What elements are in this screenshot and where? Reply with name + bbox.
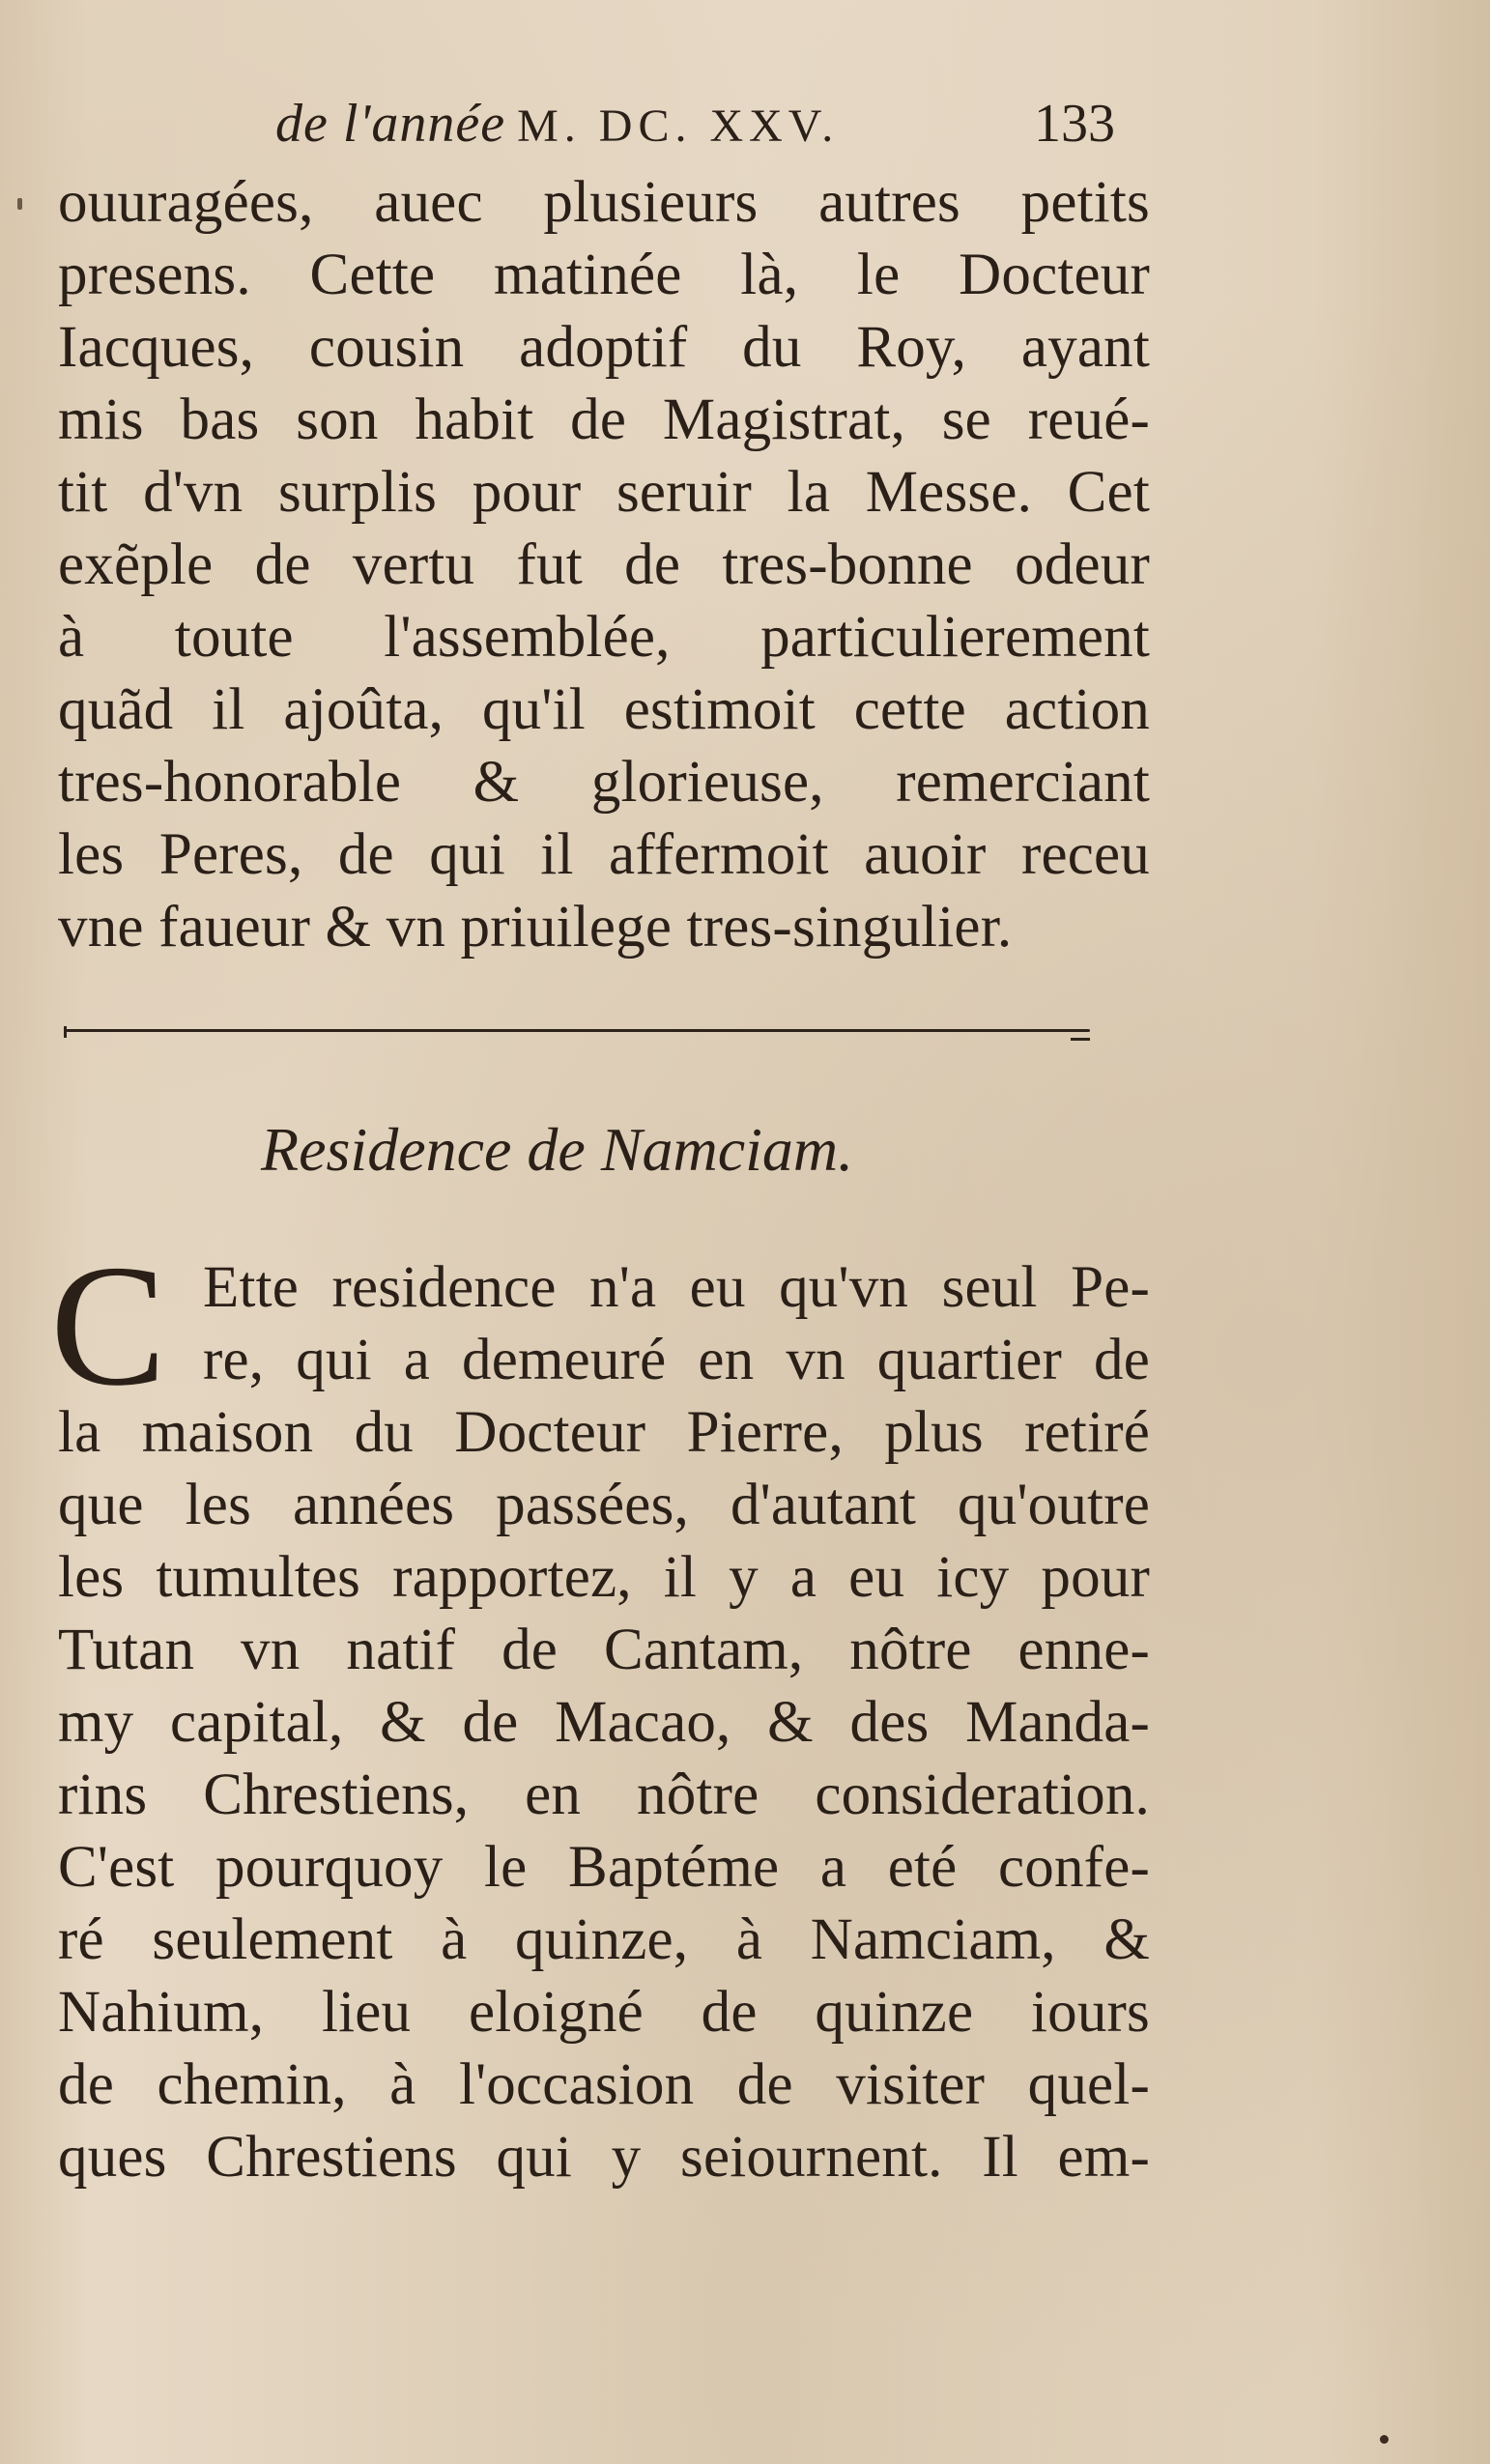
text-line: vne faueur & vn priuilege tres-singulier. bbox=[58, 895, 1013, 960]
text-line: rins Chrestiens, en nôtre consideration. bbox=[58, 1762, 1150, 1827]
text-line: Nahium, lieu eloigné de quinze iours bbox=[58, 1980, 1150, 2045]
text-line: tit d'vn surplis pour seruir la Messe. Cet bbox=[58, 460, 1150, 525]
text-line: de chemin, à l'occasion de visiter quel- bbox=[58, 2052, 1150, 2117]
running-head bbox=[275, 85, 1145, 162]
drop-cap: C bbox=[50, 1229, 167, 1421]
paper-speck bbox=[1380, 2435, 1389, 2444]
section-heading: Residence de Namciam. bbox=[261, 1115, 854, 1184]
text-line: la maison du Docteur Pierre, plus retiré bbox=[58, 1400, 1150, 1465]
text-line: tres-honorable & glorieuse, remerciant bbox=[58, 750, 1150, 815]
text-line: ouuragées, auec plusieurs autres petits bbox=[58, 170, 1150, 235]
running-head-title bbox=[275, 85, 839, 165]
text-line: exẽple de vertu fut de tres-bonne odeur bbox=[58, 532, 1150, 597]
divider-end-right bbox=[1071, 1030, 1090, 1041]
text-line: ques Chrestiens qui y seiournent. Il em- bbox=[58, 2125, 1150, 2190]
text-line: Iacques, cousin adoptif du Roy, ayant bbox=[58, 315, 1150, 380]
text-line: mis bas son habit de Magistrat, se reué- bbox=[58, 387, 1150, 452]
paragraph-continued bbox=[58, 166, 1150, 963]
paragraph-section bbox=[58, 1251, 1150, 2193]
text-line: que les années passées, d'autant qu'outre bbox=[58, 1473, 1150, 1537]
text-line: ré seulement à quinze, à Namciam, & bbox=[58, 1907, 1150, 1972]
text-line: les Peres, de qui il affermoit auoir receu bbox=[58, 822, 1150, 887]
paper-mark bbox=[17, 198, 22, 210]
running-head-year: M. DC. XXV. bbox=[517, 100, 840, 152]
divider-end-left bbox=[64, 1026, 78, 1038]
text-line: my capital, & de Macao, & des Manda- bbox=[58, 1690, 1150, 1755]
text-line: re, qui a demeuré en vn quartier de bbox=[203, 1328, 1150, 1392]
text-line: presens. Cette matinée là, le Docteur bbox=[58, 243, 1150, 307]
text-line: Ette residence n'a eu qu'vn seul Pe- bbox=[203, 1255, 1150, 1320]
text-line: Tutan vn natif de Cantam, nôtre enne- bbox=[58, 1618, 1150, 1682]
running-head-italic: de l'année bbox=[275, 94, 506, 154]
text-line: quãd il ajoûta, qu'il estimoit cette action bbox=[58, 677, 1150, 742]
text-line: les tumultes rapportez, il y a eu icy pour bbox=[58, 1545, 1150, 1610]
text-line: à toute l'assemblée, particulierement bbox=[58, 605, 1150, 670]
text-line: C'est pourquoy le Baptéme a eté confe- bbox=[58, 1835, 1150, 1900]
section-divider-rule bbox=[66, 1029, 1090, 1032]
page-number: 133 bbox=[1034, 94, 1115, 154]
